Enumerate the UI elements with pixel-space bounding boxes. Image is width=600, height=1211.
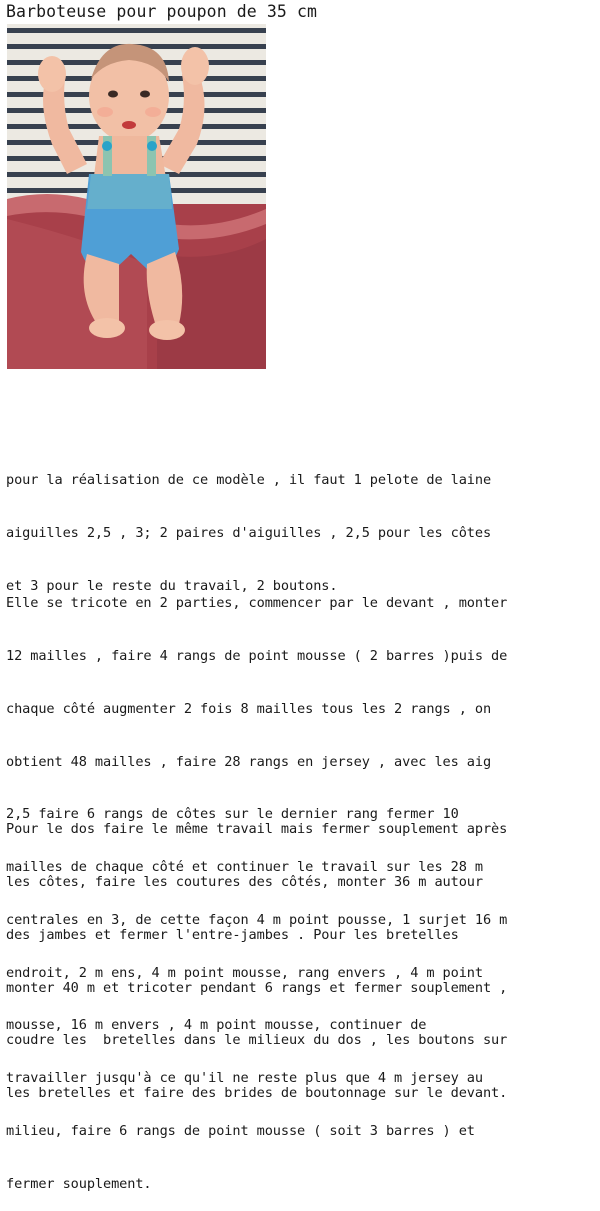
text-line: coudre les bretelles dans le milieux du dos , les boutons sur xyxy=(6,1032,508,1049)
text-line: 12 mailles , faire 4 rangs de point mousse ( 2 barres )puis de xyxy=(6,647,508,664)
doll-photo xyxy=(7,24,266,369)
text-line: aiguilles 2,5 , 3; 2 paires d'aiguilles , 2,5 pour les côtes xyxy=(6,524,492,541)
text-line: centrales en 3, de cette façon 4 m point pousse, 1 surjet 16 m xyxy=(6,911,508,928)
text-line: endroit, 2 m ens, 4 m point mousse, rang envers , 4 m point xyxy=(6,964,483,981)
paragraph-back-instructions xyxy=(6,786,598,1120)
text-line: mousse, 16 m envers , 4 m point mousse, continuer de xyxy=(6,1017,427,1034)
text-line: Pour le dos faire le même travail mais fermer souplement après xyxy=(6,821,508,838)
text-line: monter 40 m et tricoter pendant 6 rangs et fermer souplement , xyxy=(6,979,508,996)
doll-photo-illustration xyxy=(7,24,266,369)
text-line: les côtes, faire les coutures des côtés, monter 36 m autour xyxy=(6,873,483,890)
text-line: obtient 48 mailles , faire 28 rangs en jersey , avec les aig xyxy=(6,753,492,770)
text-line: mailles de chaque côté et continuer le travail sur les 28 m xyxy=(6,859,483,876)
text-line: les bretelles et faire des brides de boutonnage sur le devant. xyxy=(6,1085,508,1102)
text-line: pour la réalisation de ce modèle , il faut 1 pelote de laine xyxy=(6,472,492,489)
text-line: fermer souplement. xyxy=(6,1175,152,1192)
text-line: chaque côté augmenter 2 fois 8 mailles tous les 2 rangs , on xyxy=(6,700,492,717)
text-line: travailler jusqu'à ce qu'il ne reste plus que 4 m jersey au xyxy=(6,1070,483,1087)
text-line: des jambes et fermer l'entre-jambes . Pour les bretelles xyxy=(6,926,459,943)
page-title: Barboteuse pour poupon de 35 cm xyxy=(6,2,318,21)
text-line: milieu, faire 6 rangs de point mousse ( soit 3 barres ) et xyxy=(6,1123,475,1139)
text-line: et 3 pour le reste du travail, 2 boutons. xyxy=(6,577,338,594)
text-line: Elle se tricote en 2 parties, commencer par le devant , monter xyxy=(6,595,508,612)
text-line: 2,5 faire 6 rangs de côtes sur le dernier rang fermer 10 xyxy=(6,806,459,823)
